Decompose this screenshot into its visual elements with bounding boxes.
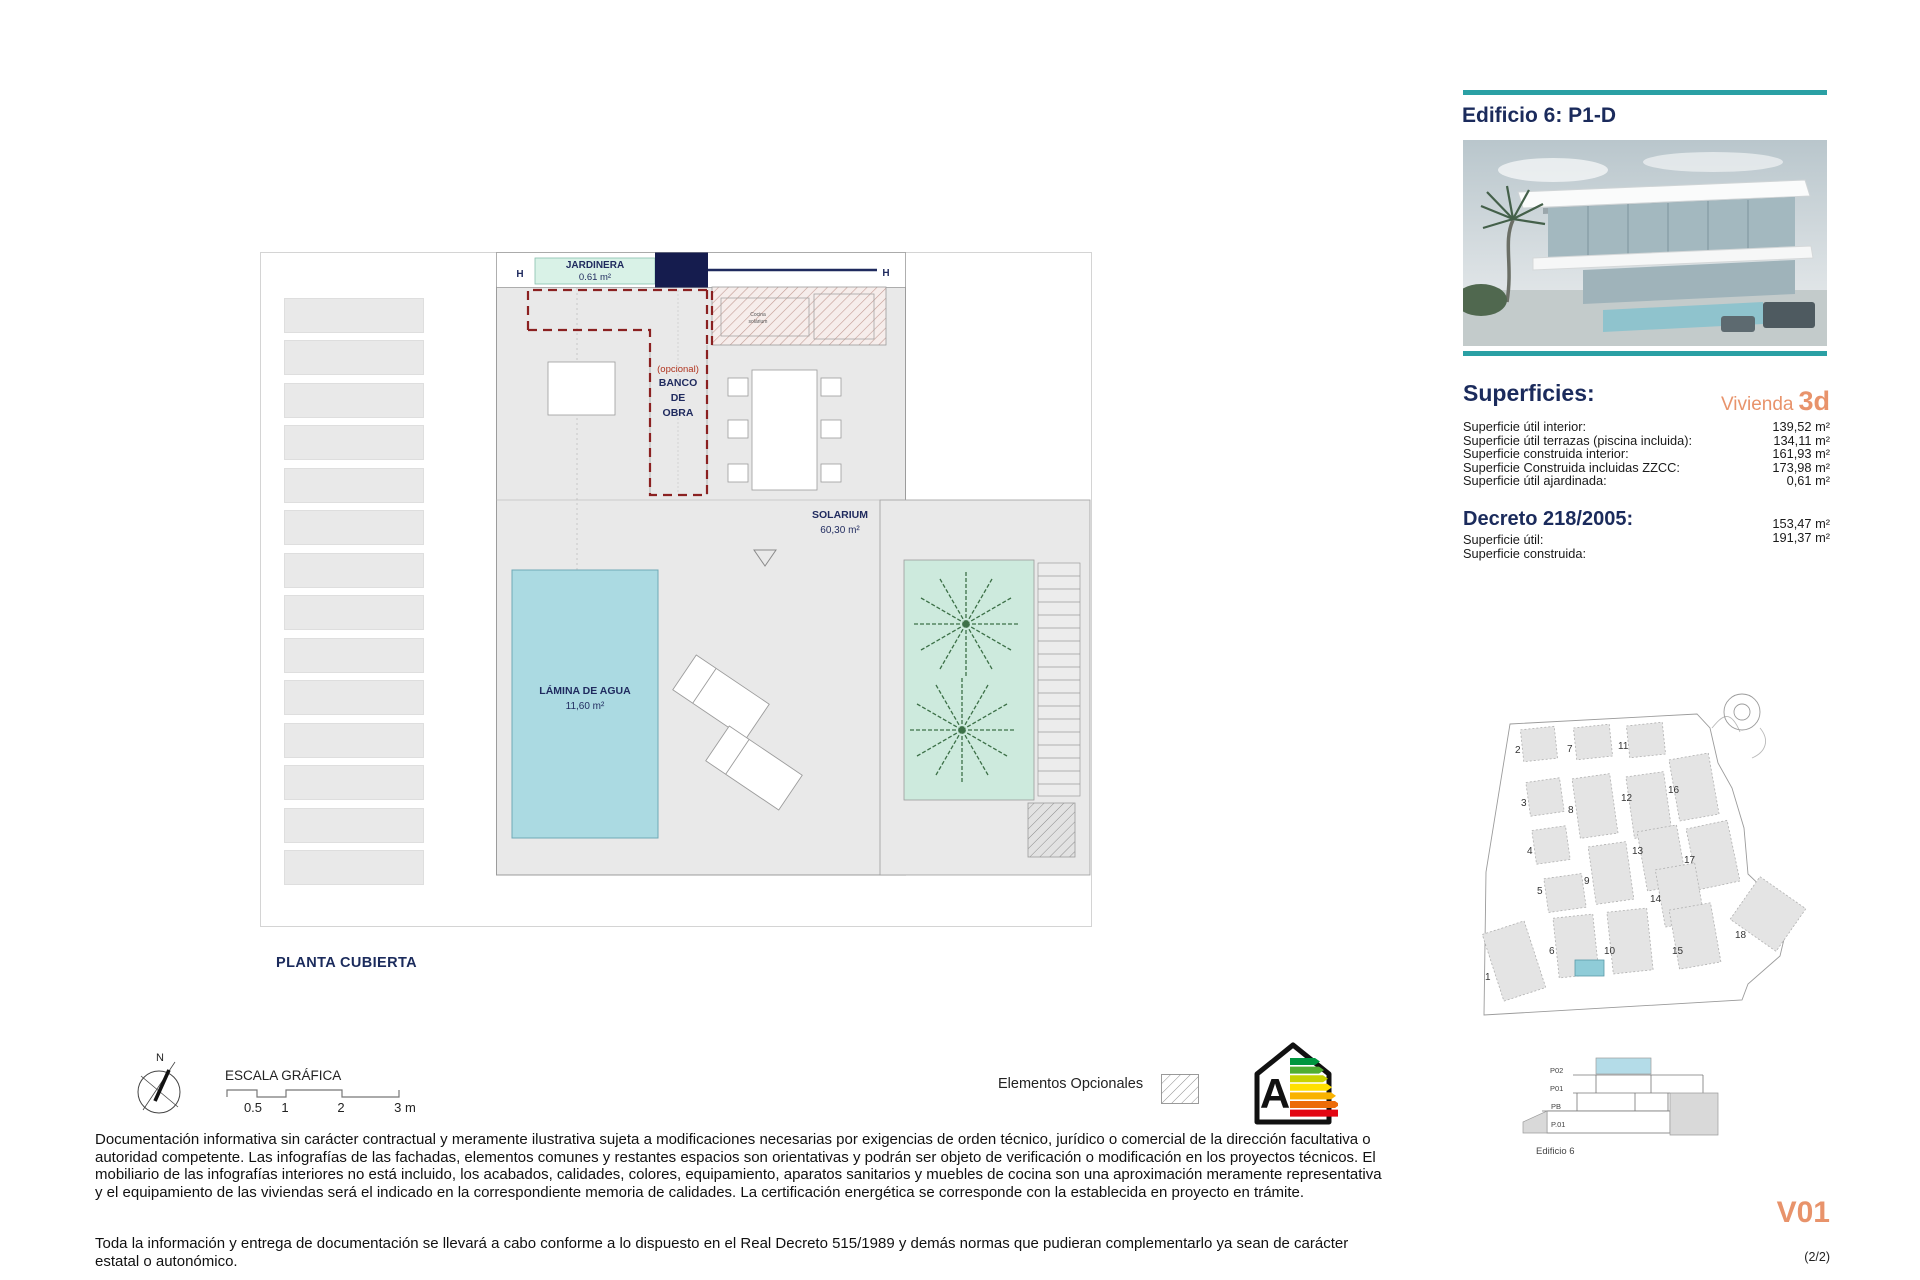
- building-number: 7: [1567, 744, 1573, 755]
- row-value: 0,61 m²: [1786, 473, 1830, 488]
- teal-rule-mid: [1463, 351, 1827, 356]
- row-label: Superficie construida interior:: [1463, 446, 1629, 461]
- page-number: (2/2): [1804, 1250, 1830, 1264]
- dining-set: [728, 370, 841, 490]
- redacted-row: [284, 468, 424, 503]
- table-row: [1463, 447, 1830, 461]
- table-row: [1463, 474, 1830, 488]
- site-plan: [1460, 688, 1822, 1024]
- redacted-row: [284, 510, 424, 545]
- optional-elements-label: Elementos Opcionales: [998, 1076, 1144, 1092]
- floor-labels: [1550, 1066, 1565, 1129]
- row-value: 173,98 m²: [1772, 459, 1830, 475]
- highlighted-floor: [1596, 1058, 1651, 1074]
- chimney-block: [655, 253, 708, 288]
- energy-arrows: [1290, 1058, 1338, 1117]
- scale-title: ESCALA GRÁFICA: [225, 1068, 342, 1083]
- floor-label: P01: [1550, 1084, 1564, 1093]
- scale-tick: 3 m: [394, 1100, 416, 1115]
- skylight: [548, 362, 615, 415]
- banco-line1: BANCO: [658, 377, 698, 389]
- pool-area: 11,60 m²: [565, 701, 605, 712]
- redacted-row: [284, 425, 424, 460]
- building-number: 14: [1650, 894, 1662, 905]
- pool-label: LÁMINA DE AGUA: [539, 685, 631, 697]
- building-number: 1: [1485, 972, 1491, 983]
- building-number: 11: [1618, 741, 1629, 752]
- building-number: 5: [1537, 886, 1543, 897]
- vivienda-value: 3d: [1798, 386, 1830, 416]
- building-section-diagram: [1520, 1055, 1760, 1167]
- scale-bar: [227, 1090, 399, 1097]
- row-value: 161,93 m²: [1772, 446, 1830, 461]
- ramp-hatch-block: [1028, 803, 1075, 857]
- building-number: 8: [1568, 805, 1574, 816]
- pergola-hatch: [712, 287, 886, 345]
- optional-hatch-swatch: [1161, 1074, 1199, 1104]
- redacted-row: [284, 850, 424, 885]
- palm-deck: [904, 560, 1034, 800]
- row-label: Superficie Construida incluidas ZZCC:: [1463, 459, 1680, 475]
- section-building-name: Edificio 6: [1536, 1146, 1575, 1157]
- stairs: [1038, 563, 1080, 796]
- decreto-values: [1690, 517, 1830, 545]
- redacted-row: [284, 383, 424, 418]
- vivienda-tag: [1600, 386, 1830, 417]
- row-label: Superficie útil terrazas (piscina incluida):: [1463, 432, 1693, 448]
- redacted-row: [284, 340, 424, 375]
- page-title: Edificio 6: P1-D: [1462, 104, 1617, 127]
- opcional-note: (opcional): [657, 364, 699, 375]
- energy-rating-icon: [1248, 1038, 1338, 1130]
- redacted-row: [284, 553, 424, 588]
- pergola-note-line2: solárium: [748, 319, 768, 325]
- superficies-table: [1463, 420, 1830, 488]
- superficies-title: Superficies:: [1463, 380, 1595, 406]
- pergola-note-line1: Cocina: [750, 312, 766, 318]
- floor-plan-drawing: [496, 252, 1094, 932]
- h-marker-left: H: [516, 269, 524, 280]
- table-row: [1463, 434, 1830, 448]
- building-number: 2: [1515, 745, 1521, 756]
- row-value: 191,37 m²: [1772, 530, 1830, 545]
- north-compass-icon: [133, 1048, 203, 1123]
- jardinera-strip: [497, 253, 906, 288]
- jardinera-label: JARDINERA: [565, 260, 625, 271]
- h-marker-right: H: [882, 268, 890, 279]
- building-number: 18: [1735, 930, 1747, 941]
- building-number: 4: [1527, 846, 1533, 857]
- scale-tick: 0.5: [243, 1100, 263, 1115]
- decreto-labels: [1463, 533, 1586, 561]
- building-number: 13: [1632, 846, 1644, 857]
- table-row: [1463, 420, 1830, 434]
- jardinera-area: 0.61 m²: [578, 272, 612, 283]
- graphic-scale: [223, 1066, 433, 1118]
- energy-letter: A: [1259, 1070, 1291, 1117]
- building-number: 16: [1668, 785, 1680, 796]
- scale-tick: 2: [337, 1100, 345, 1115]
- building-number: 10: [1604, 946, 1616, 957]
- solarium-name: SOLARIUM: [812, 509, 868, 521]
- floor-label: P.01: [1551, 1120, 1566, 1129]
- redacted-row: [284, 298, 424, 333]
- banco-line3: OBRA: [662, 407, 694, 419]
- row-label: Superficie construida:: [1463, 546, 1587, 561]
- row-value: 153,47 m²: [1772, 516, 1830, 531]
- villa-render-image: [1463, 140, 1827, 346]
- redacted-row: [284, 638, 424, 673]
- redacted-row: [284, 680, 424, 715]
- north-label: N: [156, 1052, 164, 1064]
- compass-needle: [155, 1070, 169, 1101]
- pool: [512, 570, 658, 838]
- redacted-row: [284, 723, 424, 758]
- building-number: 3: [1521, 798, 1527, 809]
- plan-title: PLANTA CUBIERTA: [276, 955, 418, 971]
- row-value: 139,52 m²: [1772, 419, 1830, 434]
- scale-tick: 1: [281, 1100, 289, 1115]
- redacted-row: [284, 808, 424, 843]
- row-value: 134,11 m²: [1773, 432, 1830, 448]
- decreto-title: Decreto 218/2005:: [1463, 508, 1634, 530]
- redacted-row: [284, 595, 424, 630]
- vivienda-label: Vivienda: [1720, 394, 1794, 415]
- floor-label: PB: [1551, 1102, 1562, 1111]
- version-tag: V01: [1776, 1196, 1830, 1229]
- banco-line2: DE: [670, 392, 686, 404]
- building-number: 15: [1672, 946, 1684, 957]
- building-number: 12: [1621, 793, 1633, 804]
- building-number: 6: [1549, 946, 1555, 957]
- table-row: [1463, 461, 1830, 475]
- dining-table: [752, 370, 817, 490]
- row-label: Superficie útil interior:: [1463, 419, 1587, 434]
- site-buildings: [1482, 722, 1806, 1001]
- floor-label: P02: [1550, 1066, 1564, 1075]
- building-number: 9: [1584, 876, 1590, 887]
- row-label: Superficie útil:: [1463, 532, 1544, 547]
- teal-rule-top: [1463, 90, 1827, 95]
- disclaimer-paragraph-1: Documentación informativa sin carácter contractual y meramente ilustrativa sujeta a modificaciones necesarias por exigencias de orden técnico, jurídico o comercial de la dirección facultativa o autoridad competente. Las infografías de las fachadas, elementos comunes y restantes espacios son orientativas y podrán ser objeto de verificación o modificación en los proyectos técnicos. El mobiliario de las infografías interiores no está incluido, los acabados, calidades, colores, equipamiento, aparatos sanitarios y muebles de cocina son una aproximación meramente representativa y el equipamiento de las viviendas será el indicado en la correspondiente memoria de calidades. La certificación energética se corresponde con la establecida en proyecto en trámite.: [95, 1131, 1382, 1201]
- redacted-row: [284, 765, 424, 800]
- disclaimer-paragraph-2: Toda la información y entrega de documentación se llevará a cabo conforme a lo dispuesto en el Real Decreto 515/1989 y demás normas que pudieran complementarlo ya sean de carácter estatal o autonómico.: [95, 1235, 1349, 1270]
- highlighted-unit: [1575, 960, 1604, 976]
- solarium-area: 60,30 m²: [820, 525, 860, 536]
- building-number: 17: [1684, 855, 1696, 866]
- row-label: Superficie útil ajardinada:: [1463, 473, 1607, 488]
